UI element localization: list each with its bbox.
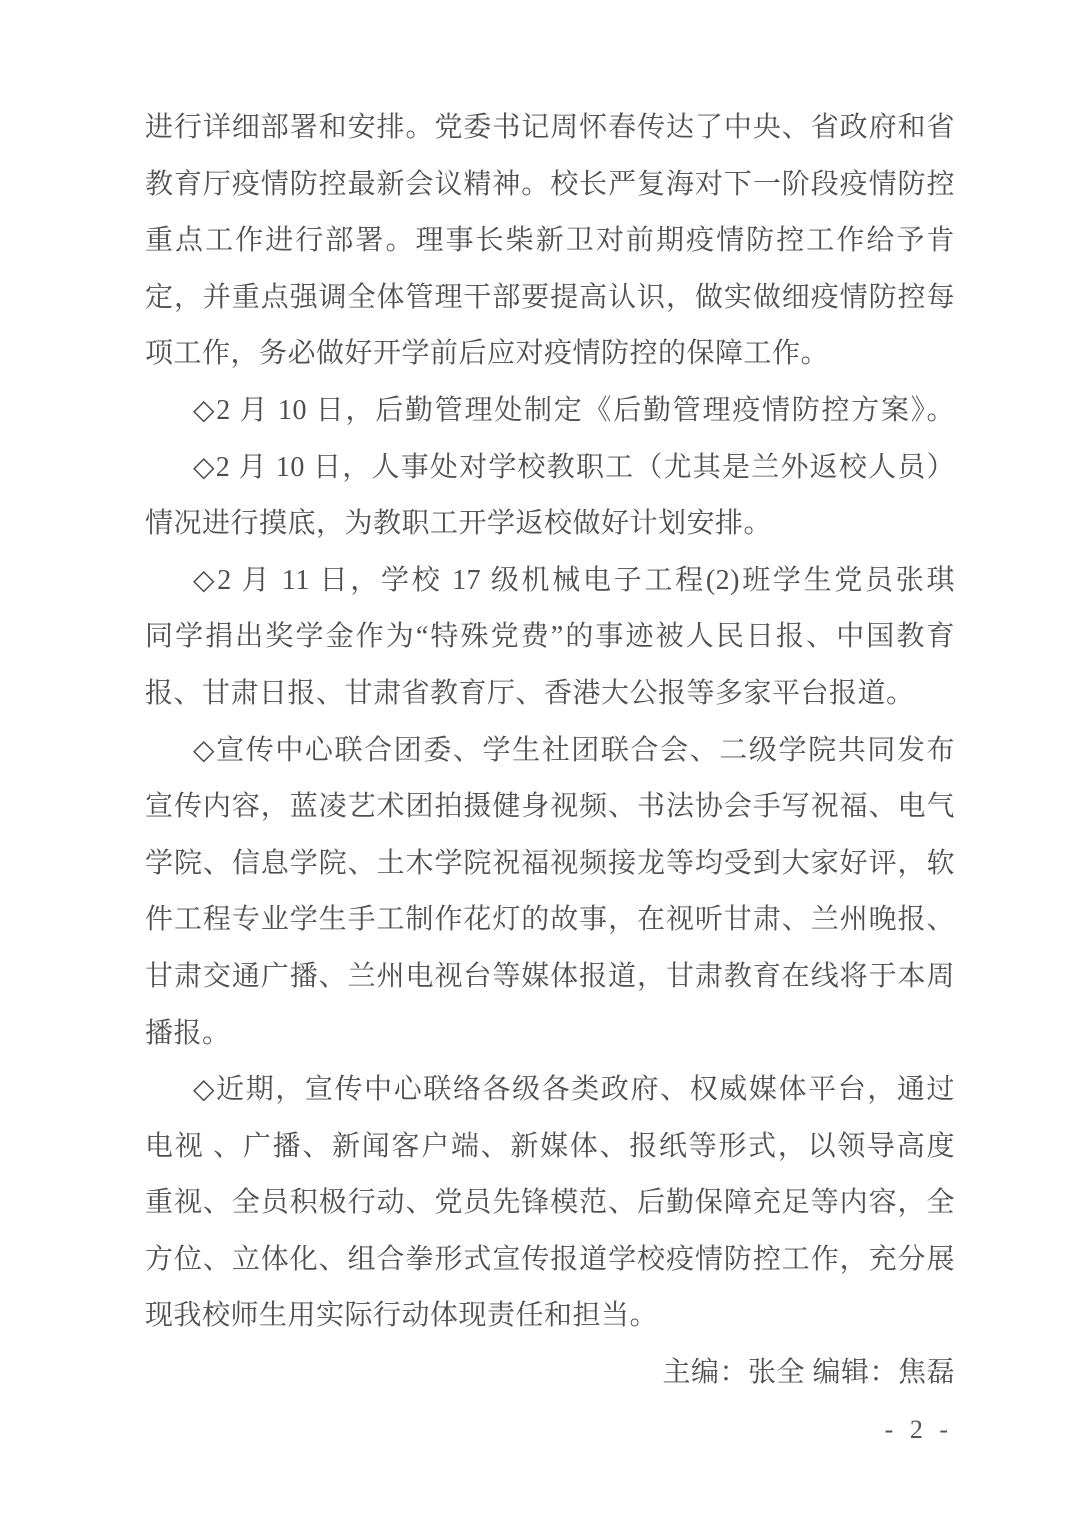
text-line: ◇2 月 10 日，人事处对学校教职工（尤其是兰外返校人员） xyxy=(193,451,955,483)
body-lines-container xyxy=(145,100,955,1345)
text-line: 项工作，务必做好开学前后应对疫情防控的保障工作。 xyxy=(145,338,830,370)
text-line: 教育厅疫情防控最新会议精神。校长严复海对下一阶段疫情防控 xyxy=(145,168,955,200)
text-line: ◇2 月 10 日，后勤管理处制定《后勤管理疫情防控方案》。 xyxy=(193,394,955,426)
text-line: ◇宣传中心联合团委、学生社团联合会、二级学院共同发布 xyxy=(193,734,955,766)
page-number: - 2 - xyxy=(884,1414,953,1444)
document-body xyxy=(145,100,955,1458)
text-line: 方位、立体化、组合拳形式宣传报道学校疫情防控工作，充分展 xyxy=(145,1243,955,1275)
text-line: 重点工作进行部署。理事长柴新卫对前期疫情防控工作给予肯 xyxy=(145,225,955,257)
text-line: 情况进行摸底，为教职工开学返校做好计划安排。 xyxy=(145,508,773,540)
text-line: ◇2 月 11 日，学校 17 级机械电子工程(2)班学生党员张琪 xyxy=(193,564,955,596)
text-line: 播报。 xyxy=(145,1017,231,1049)
text-line: 现我校师生用实际行动体现责任和担当。 xyxy=(145,1300,659,1332)
text-line: 重视、全员积极行动、党员先锋模范、后勤保障充足等内容，全 xyxy=(145,1187,955,1219)
text-line: 电视 、广播、新闻客户端、新媒体、报纸等形式，以领导高度 xyxy=(145,1130,955,1162)
text-line: 定，并重点强调全体管理干部要提高认识，做实做细疫情防控每 xyxy=(145,281,955,313)
text-line: 进行详细部署和安排。党委书记周怀春传达了中央、省政府和省 xyxy=(145,112,955,143)
text-line: 同学捐出奖学金作为“特殊党费”的事迹被人民日报、中国教育 xyxy=(145,621,955,653)
text-line: 宣传内容，蓝凌艺术团拍摄健身视频、书法协会手写祝福、电气 xyxy=(145,791,955,823)
text-line: 甘肃交通广播、兰州电视台等媒体报道，甘肃教育在线将于本周 xyxy=(145,960,955,992)
text-line: 学院、信息学院、土木学院祝福视频接龙等均受到大家好评，软 xyxy=(145,847,955,879)
editor-credit-line: 主编：张全 编辑：焦磊 xyxy=(662,1357,955,1389)
text-line: 件工程专业学生手工制作花灯的故事，在视听甘肃、兰州晚报、 xyxy=(145,904,955,936)
text-line: ◇近期，宣传中心联络各级各类政府、权威媒体平台，通过 xyxy=(193,1074,955,1106)
text-line: 报、甘肃日报、甘肃省教育厅、香港大公报等多家平台报道。 xyxy=(145,677,915,709)
